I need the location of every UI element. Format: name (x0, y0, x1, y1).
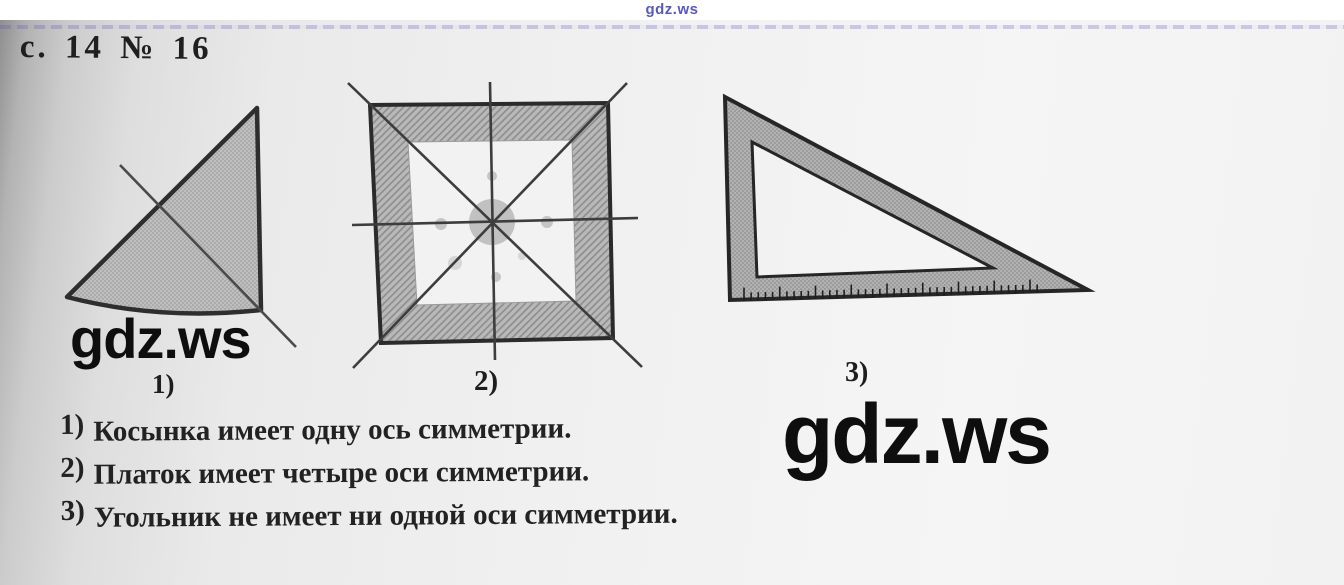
page-heading: с. 14 № 16 (19, 29, 212, 68)
site-watermark-black-small: gdz.ws (70, 307, 251, 370)
answer-line-3 (61, 496, 961, 545)
figure-square-headscarf (348, 82, 642, 368)
figure-2-label: 2) (474, 365, 499, 397)
answer-3-number: 3) (60, 494, 85, 527)
answer-1-number: 1) (59, 408, 85, 441)
set-square-inner-hole-edge (752, 142, 993, 277)
answer-3-text: Угольник не имеет ни одной оси симметрии. (93, 497, 678, 534)
answer-2-text: Платок имеет четыре оси симметрии. (93, 455, 590, 491)
site-watermark-black-large: gdz.ws (782, 387, 1051, 481)
figure-set-square (725, 97, 1088, 301)
answer-line-2 (60, 453, 960, 502)
site-watermark-top: gdz.ws (645, 1, 699, 18)
answer-1-text: Косынка имеет одну ось симметрии. (93, 412, 572, 448)
answer-line-1 (60, 410, 960, 459)
answers-block (60, 410, 961, 545)
figure-1-label: 1) (152, 369, 175, 399)
answer-2-number: 2) (60, 451, 85, 484)
figure-3-label: 3) (845, 357, 869, 388)
